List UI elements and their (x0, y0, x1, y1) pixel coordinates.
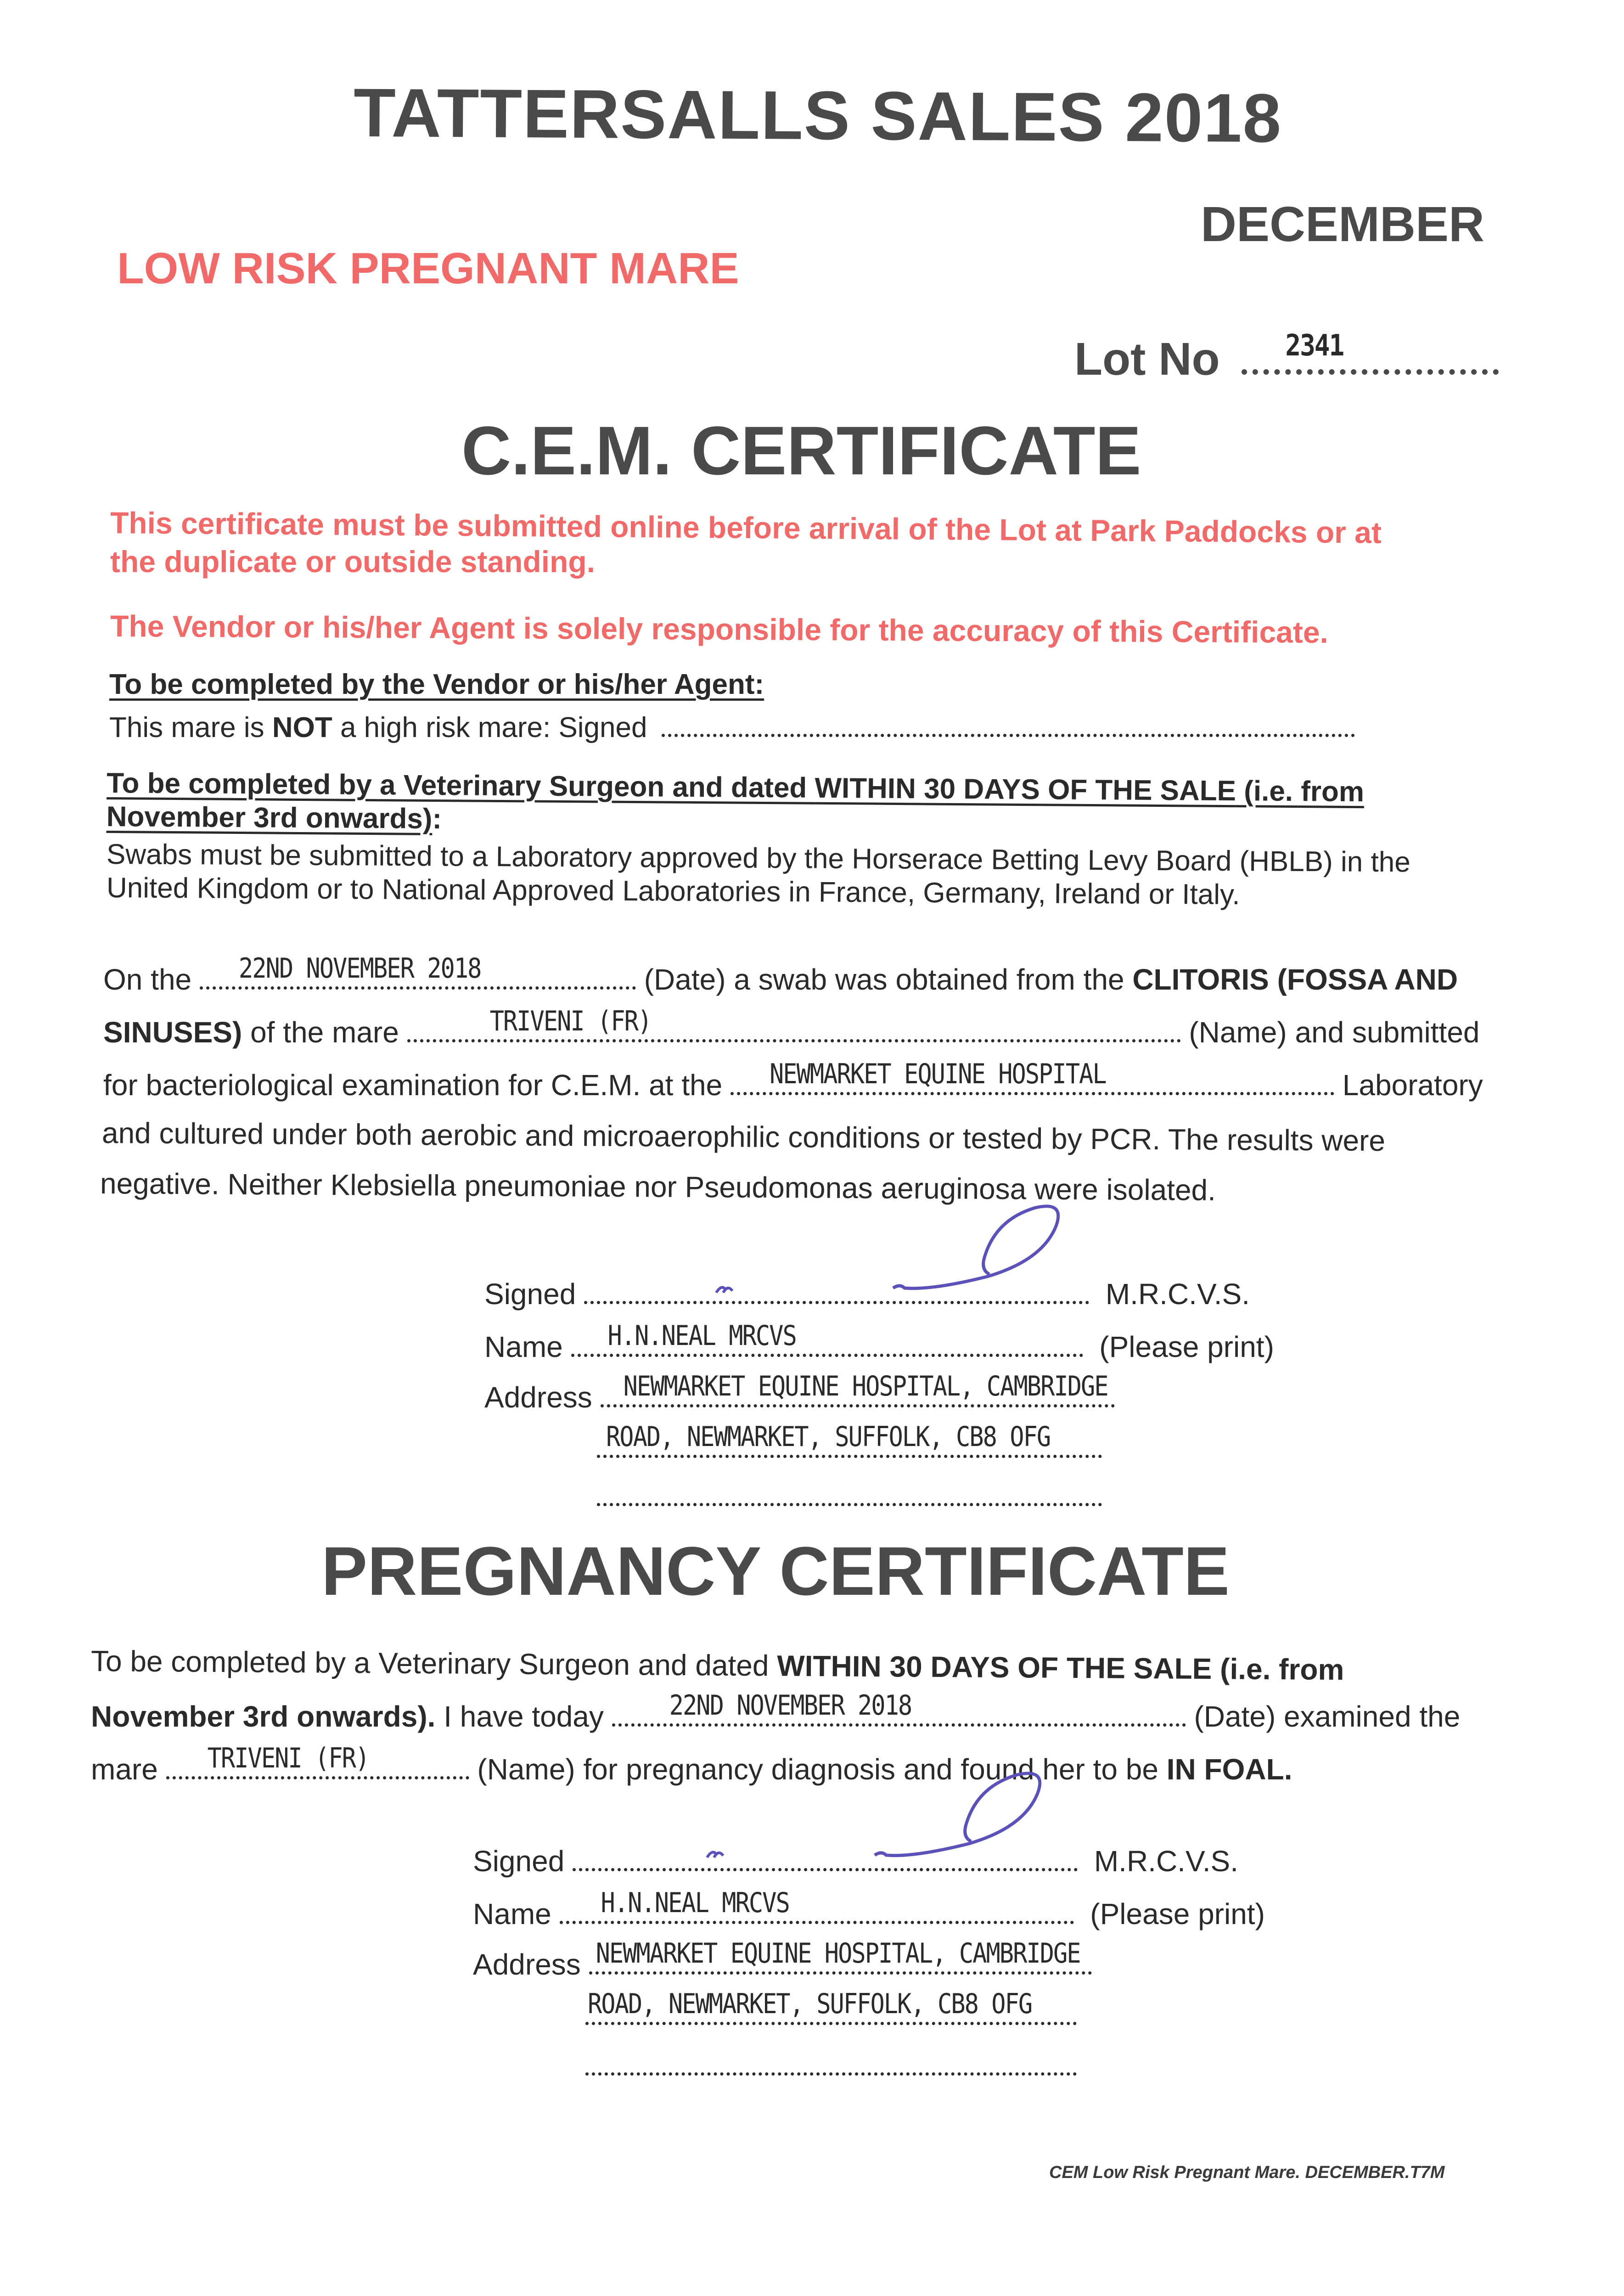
cem-paragraph-line-5: negative. Neither Klebsiella pneumoniae nor Pseudomonas aeruginosa were isolated. (100, 1167, 1216, 1207)
cem-vet-signature (707, 1194, 1074, 1313)
pregnancy-vet-signature (698, 1759, 1065, 1878)
pregnancy-address-line-3[interactable] (585, 2046, 1077, 2076)
pregnancy-name-row: Name H.N.NEAL MRCVS (Please print) (473, 1887, 1265, 1930)
pregnancy-vet-name-field[interactable]: H.N.NEAL MRCVS (560, 1894, 1074, 1924)
pregnancy-paragraph-line-1: To be completed by a Veterinary Surgeon and dated WITHIN 30 DAYS OF THE SALE (i.e. from (90, 1644, 1344, 1687)
cem-paragraph-line-2: SINUSES) of the mare TRIVENI (FR) (Name) and submitted (103, 1006, 1480, 1049)
cem-signed-row: Signed M.R.C.V.S. (484, 1274, 1250, 1311)
document-title: TATTERSALLS SALES 2018 (353, 73, 1282, 157)
cem-heading: C.E.M. CERTIFICATE (461, 412, 1141, 489)
vendor-section-heading: To be completed by the Vendor or his/her Agent: (109, 669, 764, 700)
vendor-declaration: This mare is NOT a high risk mare: Signed (109, 707, 1355, 744)
cem-address-line-2[interactable]: ROAD, NEWMARKET, SUFFOLK, CB8 OFG (597, 1428, 1102, 1458)
swab-instructions-line-1: Swabs must be submitted to a Laboratory approved by the Horserace Betting Levy Board (HBLB) in the (106, 838, 1410, 878)
cem-paragraph-line-4: and cultured under both aerobic and microaerophilic conditions or tested by PCR. The results were (101, 1116, 1386, 1158)
lot-number-value: 2341 (1285, 328, 1344, 363)
swab-date-field[interactable]: 22ND NOVEMBER 2018 (200, 960, 636, 990)
cem-mare-name-field[interactable]: TRIVENI (FR) (407, 1013, 1181, 1042)
pregnancy-address-line-3-row (585, 2046, 1077, 2082)
cem-notice-line-2: the duplicate or outside standing. (110, 545, 596, 579)
vet-section-heading: To be completed by a Veterinary Surgeon and dated WITHIN 30 DAYS OF THE SALE (i.e. from November 3rd onwards): (106, 767, 1365, 835)
cem-notice-line-1: This certificate must be submitted online before arrival of the Lot at Park Paddocks or at (110, 506, 1382, 550)
laboratory-field[interactable]: NEWMARKET EQUINE HOSPITAL (731, 1065, 1334, 1095)
cem-notice-responsibility: The Vendor or his/her Agent is solely responsible for the accuracy of this Certificate. (110, 609, 1329, 649)
cem-address-line-1[interactable]: NEWMARKET EQUINE HOSPITAL, CAMBRIDGE (601, 1378, 1115, 1407)
cem-vet-name-field[interactable]: H.N.NEAL MRCVS (571, 1327, 1083, 1357)
category-label: LOW RISK PREGNANT MARE (117, 244, 739, 293)
cem-address-line-3-row (597, 1476, 1102, 1513)
cem-address-row: Address NEWMARKET EQUINE HOSPITAL, CAMBRIDGE (484, 1378, 1115, 1414)
pregnancy-address-row: Address NEWMARKET EQUINE HOSPITAL, CAMBRIDGE (473, 1945, 1092, 1981)
sale-month: DECEMBER (1201, 196, 1485, 252)
cem-address-line-3[interactable] (597, 1476, 1102, 1506)
pregnancy-address-line-2-row (585, 1988, 1077, 2032)
lot-label: Lot No (1074, 333, 1220, 385)
vendor-signature-line[interactable] (662, 707, 1355, 737)
pregnancy-heading: PREGNANCY CERTIFICATE (321, 1532, 1230, 1609)
cem-name-row: Name H.N.NEAL MRCVS (Please print) (484, 1320, 1274, 1363)
pregnancy-mare-name-field[interactable]: TRIVENI (FR) (166, 1750, 469, 1779)
lot-number-field (1074, 328, 1499, 386)
pregnancy-paragraph-line-2: November 3rd onwards). I have today 22ND NOVEMBER 2018 (Date) examined the (91, 1690, 1461, 1733)
pregnancy-date-field[interactable]: 22ND NOVEMBER 2018 (612, 1697, 1186, 1727)
pregnancy-paragraph-line-3: mare TRIVENI (FR) (Name) for pregnancy diagnosis and found her to be IN FOAL. (91, 1743, 1292, 1786)
swab-instructions-line-2: United Kingdom or to National Approved Laboratories in France, Germany, Ireland or Italy. (106, 872, 1240, 911)
cem-address-line-2-row (597, 1421, 1102, 1465)
pregnancy-address-line-2[interactable]: ROAD, NEWMARKET, SUFFOLK, CB8 OFG (585, 1995, 1077, 2025)
pregnancy-signed-row: Signed M.R.C.V.S. (473, 1841, 1238, 1878)
cem-paragraph-line-3: for bacteriological examination for C.E.M. at the NEWMARKET EQUINE HOSPITAL Laboratory (103, 1058, 1483, 1102)
cem-paragraph-line-1: On the 22ND NOVEMBER 2018 (Date) a swab was obtained from the CLITORIS (FOSSA AND (103, 953, 1458, 996)
form-code: CEM Low Risk Pregnant Mare. DECEMBER.T7M (1049, 2163, 1445, 2182)
pregnancy-address-line-1[interactable]: NEWMARKET EQUINE HOSPITAL, CAMBRIDGE (589, 1945, 1092, 1975)
